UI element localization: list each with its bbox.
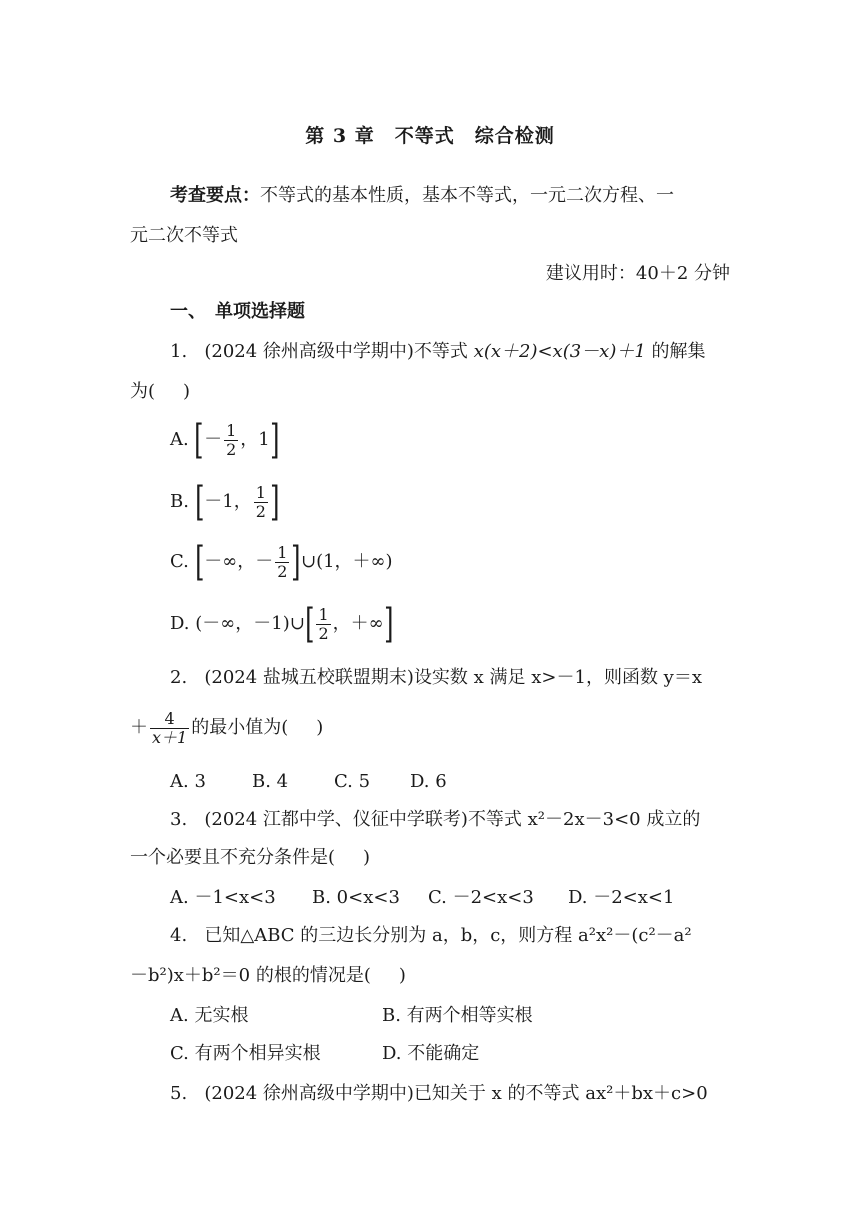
plus-sign: ＋ xyxy=(130,717,148,738)
focus-line-2: 元二次不等式 xyxy=(130,225,238,246)
option-2a[interactable]: A. 3 xyxy=(170,771,206,792)
question-stem: －b²)x＋b²＝0 的根的情况是( xyxy=(130,965,371,986)
option-1a[interactable]: A. [－ $\frac{1}{2}$ ，1] xyxy=(170,417,280,463)
option-3c[interactable]: C. －2<x<3 xyxy=(428,887,534,908)
question-1-line-2 xyxy=(130,380,190,404)
option-1c[interactable]: C. [－∞，－ $\frac{1}{2}$ ]∪(1，＋∞) xyxy=(170,539,393,585)
question-5-line-1 xyxy=(170,1082,708,1106)
option-3a[interactable]: A. －1<x<3 xyxy=(170,887,276,908)
focus-label: 考查要点： xyxy=(170,185,260,206)
question-stem: 不等式 xyxy=(413,341,474,362)
question-stem: 已知关于 x 的不等式 ax²＋bx＋c>0 xyxy=(413,1083,708,1104)
option-1b[interactable]: B. [－1， $\frac{1}{2}$ ] xyxy=(170,479,280,525)
option-letter: D. xyxy=(170,613,190,634)
option-text: －∞，－ xyxy=(204,551,274,572)
question-stem: 设实数 x 满足 x>－1，则函数 y＝x xyxy=(413,667,702,688)
question-2-line-1 xyxy=(170,666,702,690)
question-stem: 不等式 x²－2x－3<0 成立的 xyxy=(467,809,701,830)
question-stem: 已知△ABC 的三边长分别为 a，b，c，则方程 a²x²－(c²－a² xyxy=(204,925,692,946)
question-source: (2024 徐州高级中学期中) xyxy=(204,1083,414,1104)
fraction: $\frac{1}{2}$ xyxy=(318,604,329,643)
question-4-line-1 xyxy=(170,924,692,948)
question-4-line-2 xyxy=(130,964,406,988)
option-text: (－∞，－1)∪ xyxy=(195,613,305,634)
option-1d[interactable]: D. (－∞，－1)∪[ $\frac{1}{2}$ ，＋∞] xyxy=(170,601,394,647)
question-stem: 的最小值为( xyxy=(191,717,289,738)
option-text: ，＋∞ xyxy=(332,613,384,634)
option-4c[interactable]: C. 有两个相异实根 xyxy=(170,1043,321,1064)
question-source: (2024 江都中学、仪征中学联考) xyxy=(204,809,468,830)
option-text: － xyxy=(204,429,223,450)
option-text: －1， xyxy=(204,491,252,512)
option-3b[interactable]: B. 0<x<3 xyxy=(312,887,400,908)
question-number: 2. xyxy=(170,667,188,688)
question-number: 4. xyxy=(170,925,188,946)
fraction: $\frac{4}{x+1}$ xyxy=(152,708,188,747)
option-2b[interactable]: B. 4 xyxy=(252,771,289,792)
question-number: 3. xyxy=(170,809,188,830)
option-3d[interactable]: D. －2<x<1 xyxy=(568,887,675,908)
focus-text-1: 不等式的基本性质，基本不等式，一元二次方程、一 xyxy=(260,185,674,206)
inequality-expr: x(x＋2)<x(3－x)＋1 xyxy=(473,341,646,362)
answer-paren-open: 为( xyxy=(130,381,156,402)
question-source: (2024 徐州高级中学期中) xyxy=(204,341,414,362)
question-stem: 一个必要且不充分条件是( xyxy=(130,847,336,868)
question-source: (2024 盐城五校联盟期末) xyxy=(204,667,414,688)
option-letter: B. xyxy=(170,491,189,512)
fraction: $\frac{1}{2}$ xyxy=(255,482,266,521)
question-number: 1. xyxy=(170,341,188,362)
fraction: $\frac{1}{2}$ xyxy=(226,420,237,459)
option-text: ，1 xyxy=(240,429,270,450)
option-4b[interactable]: B. 有两个相等实根 xyxy=(382,1005,533,1026)
question-1-line-1 xyxy=(170,340,706,364)
option-letter: A. xyxy=(170,429,189,450)
question-stem: 的解集 xyxy=(645,341,706,362)
answer-paren-close: ) xyxy=(363,847,371,868)
answer-paren-close: ) xyxy=(316,717,324,738)
question-number: 5. xyxy=(170,1083,188,1104)
fraction: $\frac{1}{2}$ xyxy=(277,542,288,581)
option-4d[interactable]: D. 不能确定 xyxy=(382,1043,480,1064)
question-2-line-2 xyxy=(130,706,323,750)
question-3-line-2 xyxy=(130,846,370,870)
suggested-time: 建议用时：40＋2 分钟 xyxy=(545,263,730,284)
option-2d[interactable]: D. 6 xyxy=(410,771,447,792)
question-3-options xyxy=(170,886,674,910)
option-2c[interactable]: C. 5 xyxy=(334,771,371,792)
option-text: ∪(1，＋∞) xyxy=(301,551,393,572)
question-4-options-row-2 xyxy=(170,1042,479,1066)
focus-line-1 xyxy=(170,184,674,208)
answer-paren-close: ) xyxy=(398,965,406,986)
section-heading: 一、 单项选择题 xyxy=(170,301,305,322)
answer-paren-close: ) xyxy=(183,381,191,402)
question-4-options-row-1 xyxy=(170,1004,533,1028)
page-title: 第 3 章 不等式 综合检测 xyxy=(305,125,555,147)
option-4a[interactable]: A. 无实根 xyxy=(170,1005,249,1026)
question-2-options xyxy=(170,770,447,794)
option-letter: C. xyxy=(170,551,189,572)
question-3-line-1 xyxy=(170,808,700,832)
